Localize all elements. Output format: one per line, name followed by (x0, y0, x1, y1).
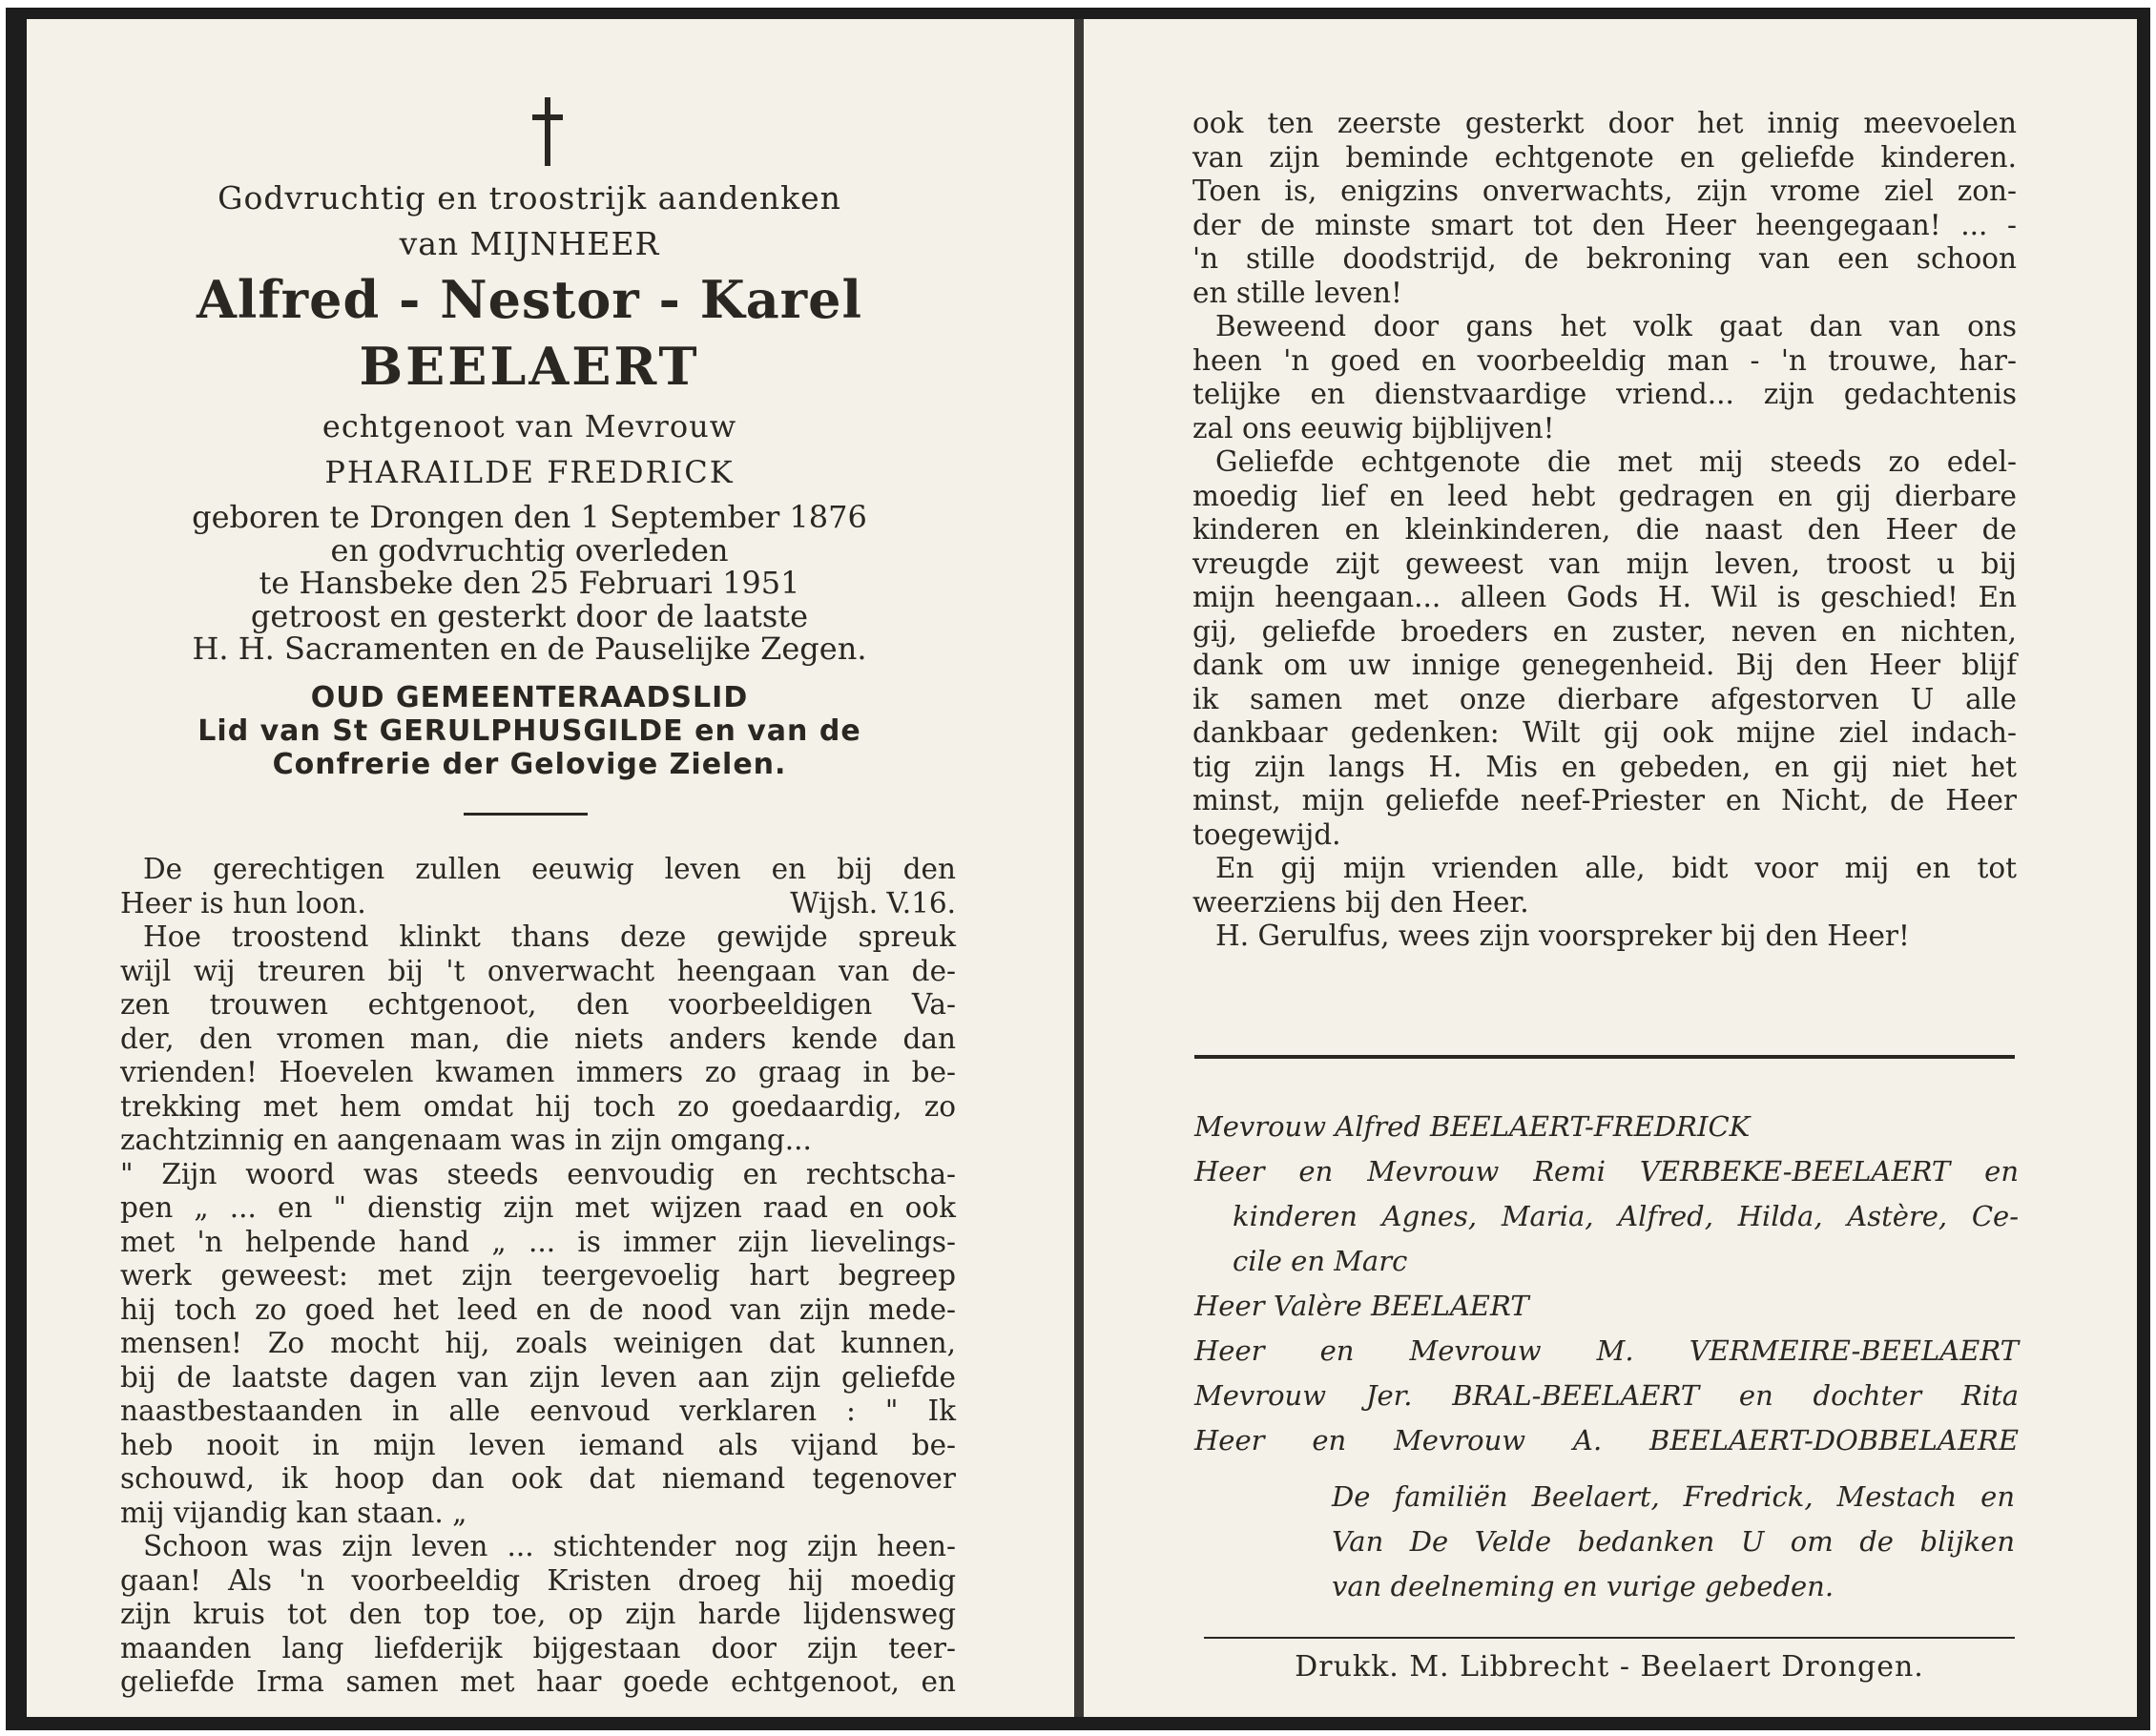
body-line: toegewijd. (1192, 817, 1341, 851)
family-list (1194, 1105, 2019, 1463)
bio-line: en godvruchtig overleden (330, 531, 729, 568)
body-line: Hoe troostend klinkt thans deze gewijde spreuk (143, 920, 956, 953)
body-line: weerziens bij den Heer. (1192, 885, 1529, 919)
left-body-text (120, 853, 956, 1700)
family-line: Mevrouw Jer. BRAL-BEELAERT en dochter Rita (1194, 1379, 2019, 1412)
body-line: wijl wij treuren bij 't onverwacht heengaan van de- (120, 954, 956, 987)
body-line: minst, mijn geliefde neef-Priester en Nicht, de Heer (1192, 784, 2017, 816)
family-line: Heer Valère BEELAERT (1194, 1290, 1529, 1322)
family-line: Mevrouw Alfred BEELAERT-FREDRICK (1194, 1110, 1751, 1143)
intro-line: van MIJNHEER (399, 225, 660, 262)
family-line: kinderen Agnes, Maria, Alfred, Hilda, Astère, Ce- (1233, 1200, 2019, 1232)
body-line: met 'n helpende hand „ ... is immer zijn lievelings- (120, 1225, 956, 1258)
thanks-line: De familiën Beelaert, Fredrick, Mestach en (1332, 1480, 2015, 1513)
biography-block (114, 501, 944, 666)
deceased-surname: BEELAERT (359, 336, 700, 397)
body-line: mijn heengaan... alleen Gods H. Wil is geschied! En (1192, 581, 2017, 613)
body-line: der, den vromen man, die niets anders kende dan (120, 1022, 956, 1055)
body-line: maanden lang liefderijk bijgestaan door zijn teer- (120, 1631, 956, 1664)
printer-credit: Drukk. M. Libbrecht - Beelaert Drongen. (1295, 1650, 1924, 1684)
bio-line: te Hansbeke den 25 Februari 1951 (259, 565, 800, 601)
family-line: Heer en Mevrouw M. VERMEIRE-BEELAERT (1194, 1334, 2019, 1367)
body-line: zal ons eeuwig bijblijven! (1192, 411, 1555, 444)
body-line: mij vijandig kan staan. „ (120, 1496, 467, 1529)
body-line: heb nooit in mijn leven iemand als vijand be- (120, 1428, 956, 1461)
body-line: ook ten zeerste gesterkt door het innig meevoelen (1192, 107, 2017, 139)
divider (464, 813, 588, 816)
body-line: bij de laatste dagen van zijn leven aan zijn geliefde (120, 1360, 956, 1394)
body-line: hij toch zo goed het leed en de nood van zijn mede- (120, 1292, 956, 1326)
body-line: van zijn beminde echtgenote en geliefde kinderen. (1192, 140, 2017, 174)
body-line: gaan! Als 'n voorbeeldig Kristen droeg hij moedig (120, 1563, 956, 1597)
body-line: vreugde zijt geweest van mijn leven, troost u bij (1192, 547, 2017, 580)
family-line: Heer en Mevrouw Remi VERBEKE-BEELAERT en (1194, 1155, 2019, 1188)
body-line: Toen is, enigzins onverwachts, zijn vrome ziel zon- (1192, 175, 2017, 207)
body-line: Schoon was zijn leven ... stichtender nog zijn heen- (143, 1530, 956, 1562)
body-line: En gij mijn vrienden alle, bidt voor mij en tot (1215, 852, 2017, 884)
deceased-given-names: Alfred - Nestor - Karel (197, 269, 862, 330)
thanks-block (1332, 1475, 2015, 1609)
intro-line: Godvruchtig en troostrijk aandenken (218, 179, 841, 217)
thanks-line: van deelneming en vurige gebeden. (1332, 1570, 1835, 1602)
family-line: Heer en Mevrouw A. BEELAERT-DOBBELAERE (1194, 1424, 2019, 1457)
body-line: ik samen met onze dierbare afgestorven U alle (1192, 682, 2017, 715)
body-line: schouwd, ik hoop dan ook dat niemand tegenover (120, 1462, 956, 1495)
body-line: mensen! Zo mocht hij, zoals weinigen dat kunnen, (120, 1327, 956, 1359)
family-line: cile en Marc (1233, 1245, 1408, 1277)
thanks-line: Van De Velde bedanken U om de blijken (1332, 1525, 2015, 1558)
quote-line: Heer is hun loon. (120, 886, 366, 920)
card-fold (1074, 19, 1084, 1717)
cross-icon (532, 97, 563, 166)
right-body-text (1192, 107, 2017, 954)
body-line: moedig lief en leed hebt gedragen en gij dierbare (1192, 479, 2017, 512)
bio-line: H. H. Sacramenten en de Pauselijke Zegen. (192, 630, 867, 667)
body-line: geliefde Irma samen met haar goede echtgenoot, en (120, 1665, 956, 1698)
body-line: kinderen en kleinkinderen, die naast den Heer de (1192, 513, 2017, 546)
body-line: " Zijn woord was steeds eenvoudig en rechtscha- (120, 1157, 956, 1190)
body-line: 'n stille doodstrijd, de bekroning van een schoon (1192, 242, 2017, 275)
spouse-name: PHARAILDE FREDRICK (324, 454, 735, 490)
quote-line-with-ref (120, 887, 956, 921)
body-line: naastbestaanden in alle eenvoud verklaren : " Ik (120, 1395, 956, 1427)
body-line: zijn kruis tot den top toe, op zijn harde lijdensweg (120, 1598, 956, 1630)
body-line: heen 'n goed en voorbeeldig man - 'n trouwe, har- (1192, 343, 2017, 377)
title-line: Confrerie der Gelovige Zielen. (272, 748, 787, 781)
body-line: telijke en dienstvaardige vriend... zijn gedachtenis (1192, 378, 2017, 410)
spouse-line: echtgenoot van Mevrouw (321, 408, 737, 444)
titles-block (114, 681, 944, 781)
body-line: dankbaar gedenken: Wilt gij ook mijne ziel indach- (1192, 716, 2017, 749)
body-line: der de minste smart tot den Heer heengegaan! ... - (1192, 208, 2017, 241)
body-line: H. Gerulfus, wees zijn voorspreker bij den Heer! (1215, 920, 1910, 952)
title-line: OUD GEMEENTERAADSLID (310, 681, 749, 714)
body-line: tig zijn langs H. Mis en gebeden, en gij niet het (1192, 750, 2017, 783)
bio-line: geboren te Drongen den 1 September 1876 (192, 499, 867, 535)
bio-line: getroost en gesterkt door de laatste (250, 597, 809, 634)
body-line: werk geweest: met zijn teergevoelig hart begreep (120, 1259, 956, 1292)
body-line: zachtzinnig en aangenaam was in zijn omgang... (120, 1124, 812, 1156)
body-line: en stille leven! (1192, 276, 1402, 309)
quote-line: De gerechtigen zullen eeuwig leven en bij den (143, 853, 956, 885)
divider (1194, 1055, 2015, 1059)
body-line: zen trouwen echtgenoot, den voorbeeldigen Va- (120, 988, 956, 1021)
body-line: dank om uw innige genegenheid. Bij den Heer blijf (1192, 649, 2017, 681)
body-line: pen „ ... en " dienstig zijn met wijzen raad en ook (120, 1191, 956, 1224)
body-line: Geliefde echtgenote die met mij steeds zo edel- (1215, 445, 2017, 478)
body-line: vrienden! Hoevelen kwamen immers zo graag in be- (120, 1056, 956, 1088)
body-line: gij, geliefde broeders en zuster, neven en nichten, (1192, 614, 2017, 648)
divider (1204, 1637, 2015, 1639)
body-line: trekking met hem omdat hij toch zo goedaardig, zo (120, 1089, 956, 1123)
body-line: Beweend door gans het volk gaat dan van ons (1215, 310, 2017, 342)
title-line: Lid van St GERULPHUSGILDE en van de (197, 714, 861, 748)
quote-reference: Wijsh. V.16. (790, 886, 956, 920)
